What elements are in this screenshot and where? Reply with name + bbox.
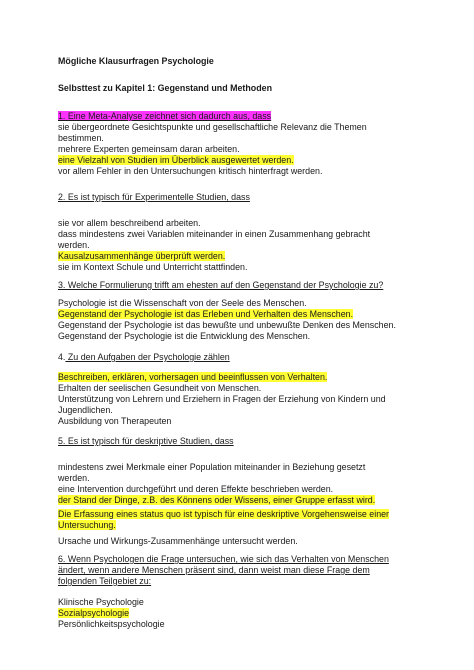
document-title: Mögliche Klausurfragen Psychologie <box>58 56 214 66</box>
q4-answer-1: Beschreiben, erklären, vorhersagen und beeinflussen von Verhalten. <box>58 372 328 382</box>
q5-answer-5: Ursache und Wirkungs-Zusammenhänge untersucht werden. <box>58 536 298 546</box>
q5-answer-3: der Stand der Dinge, z.B. des Könnens oder Wissens, einer Gruppe erfasst wird. <box>58 495 376 505</box>
q6-question-line1: 6. Wenn Psychologen die Frage untersuchen, wie sich das Verhalten von Menschen <box>58 554 389 564</box>
q6-answer-2: Sozialpsychologie <box>58 608 130 618</box>
q4-answer-3-line1: Unterstützung von Lehrern und Erziehern in Fragen der Erziehung von Kindern und <box>58 394 386 404</box>
q1-answer-2: mehrere Experten gemeinsam daran arbeiten. <box>58 144 240 154</box>
q1-answer-4: vor allem Fehler in den Untersuchungen kritisch hinterfragt werden. <box>58 166 323 176</box>
q1-question: 1. Eine Meta-Analyse zeichnet sich dadurch aus, dass <box>58 111 272 121</box>
q2-answer-1: sie vor allem beschreibend arbeiten. <box>58 218 201 228</box>
q6-answer-3: Persönlichkeitspsychologie <box>58 619 165 629</box>
q4-answer-2: Erhalten der seelischen Gesundheit von Menschen. <box>58 383 262 393</box>
q4-question-number: 4. <box>58 352 66 362</box>
q5-answer-4-line2: Untersuchung. <box>58 520 116 530</box>
q5-question: 5. Es ist typisch für deskriptive Studien, dass <box>58 436 234 446</box>
q1-answer-1-line2: bestimmen. <box>58 133 104 143</box>
q6-question-line3: folgenden Teilgebiet zu: <box>58 576 152 586</box>
q2-answer-3: Kausalzusammenhänge überprüft werden. <box>58 251 226 261</box>
q1-answer-3: eine Vielzahl von Studien im Überblick ausgewertet werden. <box>58 155 294 165</box>
q3-answer-3: Gegenstand der Psychologie ist das bewußte und unbewußte Denken des Menschen. <box>58 320 396 330</box>
document-subtitle: Selbsttest zu Kapitel 1: Gegenstand und Methoden <box>58 83 273 93</box>
q4-answer-4: Ausbildung von Therapeuten <box>58 416 172 426</box>
q2-answer-4: sie im Kontext Schule und Unterricht stattfinden. <box>58 262 248 272</box>
q2-answer-2-line1: dass mindestens zwei Variablen miteinander in einen Zusammenhang gebracht <box>58 229 371 239</box>
q3-question: 3. Welche Formulierung trifft am ehesten auf den Gegenstand der Psychologie zu? <box>58 280 384 290</box>
q5-answer-1-line2: werden. <box>58 473 90 483</box>
q3-answer-1: Psychologie ist die Wissenschaft von der Seele des Menschen. <box>58 298 307 308</box>
q4-question-text: Zu den Aufgaben der Psychologie zählen <box>65 352 230 362</box>
q5-answer-1-line1: mindestens zwei Merkmale einer Population miteinander in Beziehung gesetzt <box>58 462 366 472</box>
q1-answer-1-line1: sie übergeordnete Gesichtspunkte und gesellschaftliche Relevanz die Themen <box>58 122 367 132</box>
q5-answer-4-line1: Die Erfassung eines status quo ist typisch für eine deskriptive Vorgehensweise einer <box>58 509 390 519</box>
q2-question: 2. Es ist typisch für Experimentelle Studien, dass <box>58 192 250 202</box>
q5-answer-2: eine Intervention durchgeführt und deren Effekte beschrieben werden. <box>58 484 334 494</box>
q6-question-line2: ändert, wenn andere Menschen präsent sind, dann weist man diese Frage dem <box>58 565 370 575</box>
q4-answer-3-line2: Jugendlichen. <box>58 405 113 415</box>
q2-answer-2-line2: werden. <box>58 240 90 250</box>
q6-answer-1: Klinische Psychologie <box>58 597 144 607</box>
q4-question <box>58 352 230 363</box>
q3-answer-4: Gegenstand der Psychologie ist die Entwicklung des Menschen. <box>58 331 311 341</box>
q3-answer-2: Gegenstand der Psychologie ist das Erleben und Verhalten des Menschen. <box>58 309 354 319</box>
